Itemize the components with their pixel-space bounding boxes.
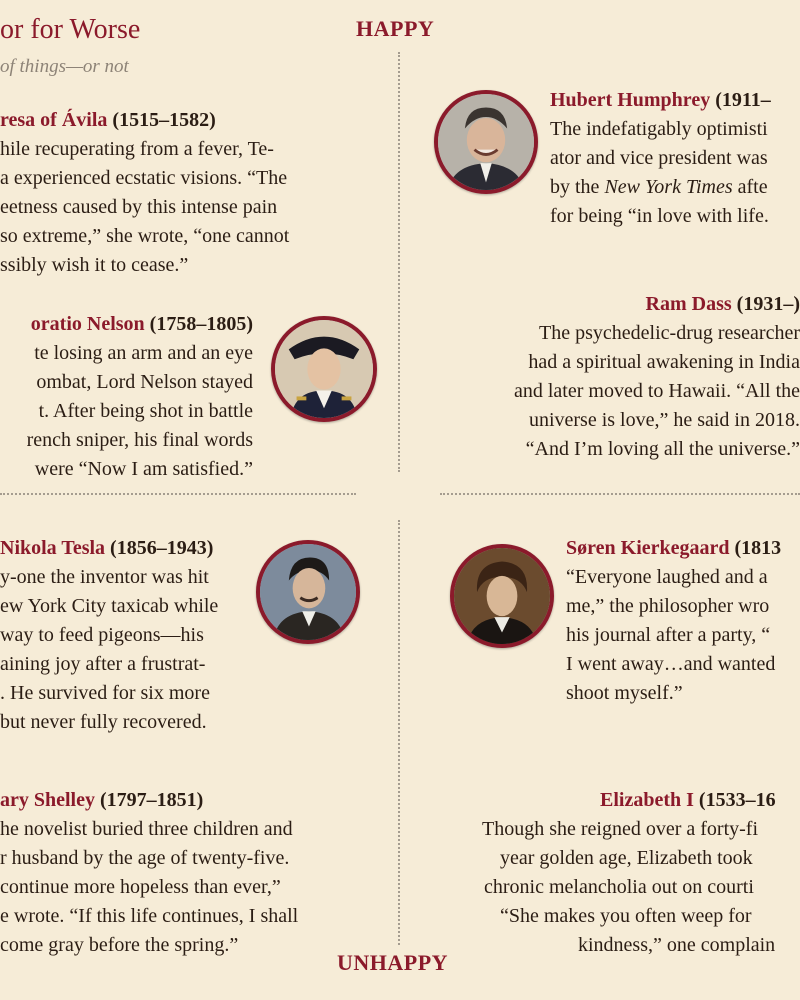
entry-line-part: afte <box>732 176 768 198</box>
tesla-portrait-icon <box>256 540 360 644</box>
entry-humphrey <box>550 86 771 231</box>
entry-shelley <box>0 786 298 960</box>
vertical-divider-top <box>398 52 400 472</box>
entry-dates: (1797–1851) <box>100 789 204 811</box>
nelson-portrait-icon <box>271 316 377 422</box>
entry-line: his journal after a party, “ <box>566 624 771 646</box>
entry-nelson <box>27 310 253 484</box>
entry-line: ew York City taxicab while <box>0 595 219 617</box>
entry-line: me,” the philosopher wro <box>566 595 770 617</box>
entry-line: eetness caused by this intense pain <box>0 196 278 218</box>
page-title: or for Worse <box>0 14 141 45</box>
axis-label-unhappy: UNHAPPY <box>337 950 449 975</box>
entry-line: . He survived for six more <box>0 682 210 704</box>
entry-dates: (1515–1582) <box>112 109 216 131</box>
entry-line: come gray before the spring.” <box>0 934 239 956</box>
entry-line: chronic melancholia out on courti <box>484 876 754 898</box>
entry-line <box>550 173 771 202</box>
entry-line: continue more hopeless than ever,” <box>0 876 281 898</box>
entry-line: had a spiritual awakening in India <box>528 351 800 373</box>
entry-name: oratio Nelson <box>30 313 145 335</box>
entry-line: were “Now I am satisfied.” <box>34 458 253 480</box>
humphrey-portrait-icon <box>434 90 538 194</box>
entry-name: resa of Ávila <box>0 109 108 131</box>
entry-dates: (1533–16 <box>698 789 776 811</box>
entry-line: r husband by the age of twenty-five. <box>0 847 290 869</box>
entry-name: Ram Dass <box>645 293 732 315</box>
entry-dates: (1911– <box>715 89 771 111</box>
vertical-divider-bottom <box>398 520 400 945</box>
entry-line: a experienced ecstatic visions. “The <box>0 167 288 189</box>
entry-line: ssibly wish it to cease.” <box>0 254 189 276</box>
entry-line: shoot myself.” <box>566 682 683 704</box>
entry-line: The indefatigably optimisti <box>550 118 768 140</box>
publication-name: New York Times <box>604 176 733 198</box>
entry-name: Søren Kierkegaard <box>566 537 730 559</box>
entry-line: “Everyone laughed and a <box>566 566 768 588</box>
entry-line: rench sniper, his final words <box>26 429 253 451</box>
entry-name: Hubert Humphrey <box>550 89 711 111</box>
entry-name: Nikola Tesla <box>0 537 106 559</box>
axis-label-happy: HAPPY <box>356 16 435 41</box>
kierkegaard-portrait-icon <box>450 544 554 648</box>
entry-line: so extreme,” she wrote, “one cannot <box>0 225 290 247</box>
entry-teresa <box>0 106 289 280</box>
entry-line: The psychedelic-drug researcher <box>539 322 800 344</box>
entry-line: aining joy after a frustrat- <box>0 653 206 675</box>
entry-line: for being “in love with life. <box>550 205 769 227</box>
horizontal-divider-left <box>0 493 356 495</box>
entry-line: hile recuperating from a fever, Te- <box>0 138 274 160</box>
entry-line: y-one the inventor was hit <box>0 566 209 588</box>
entry-line: way to feed pigeons—his <box>0 624 204 646</box>
entry-dates: (1931–) <box>736 293 800 315</box>
horizontal-divider-right <box>440 493 800 495</box>
entry-line: ator and vice president was <box>550 147 768 169</box>
entry-line: ombat, Lord Nelson stayed <box>36 371 253 393</box>
page-subtitle: of things—or not <box>0 56 129 77</box>
entry-line: universe is love,” he said in 2018. <box>528 409 800 431</box>
entry-line: year golden age, Elizabeth took <box>500 847 753 869</box>
entry-dates: (1758–1805) <box>149 313 253 335</box>
entry-name: Elizabeth I <box>600 789 694 811</box>
entry-dates: (1856–1943) <box>110 537 214 559</box>
entry-line: “And I’m loving all the universe.” <box>525 438 800 460</box>
entry-kierkegaard <box>566 534 781 708</box>
entry-elizabeth <box>472 786 800 960</box>
entry-line: kindness,” one complain <box>578 934 776 956</box>
entry-line: he novelist buried three children and <box>0 818 293 840</box>
entry-tesla <box>0 534 218 737</box>
entry-line-part: by the <box>550 176 605 198</box>
entry-line: I went away…and wanted <box>566 653 776 675</box>
entry-line: but never fully recovered. <box>0 711 207 733</box>
entry-line: “She makes you often weep for <box>500 905 752 927</box>
entry-line: te losing an arm and an eye <box>34 342 253 364</box>
entry-dates: (1813 <box>734 537 782 559</box>
entry-line: Though she reigned over a forty-fi <box>482 818 759 840</box>
entry-name: ary Shelley <box>0 789 95 811</box>
entry-line: t. After being shot in battle <box>38 400 253 422</box>
entry-ram-dass <box>514 290 800 464</box>
entry-line: and later moved to Hawaii. “All the <box>513 380 800 402</box>
entry-line: e wrote. “If this life continues, I shall <box>0 905 299 927</box>
